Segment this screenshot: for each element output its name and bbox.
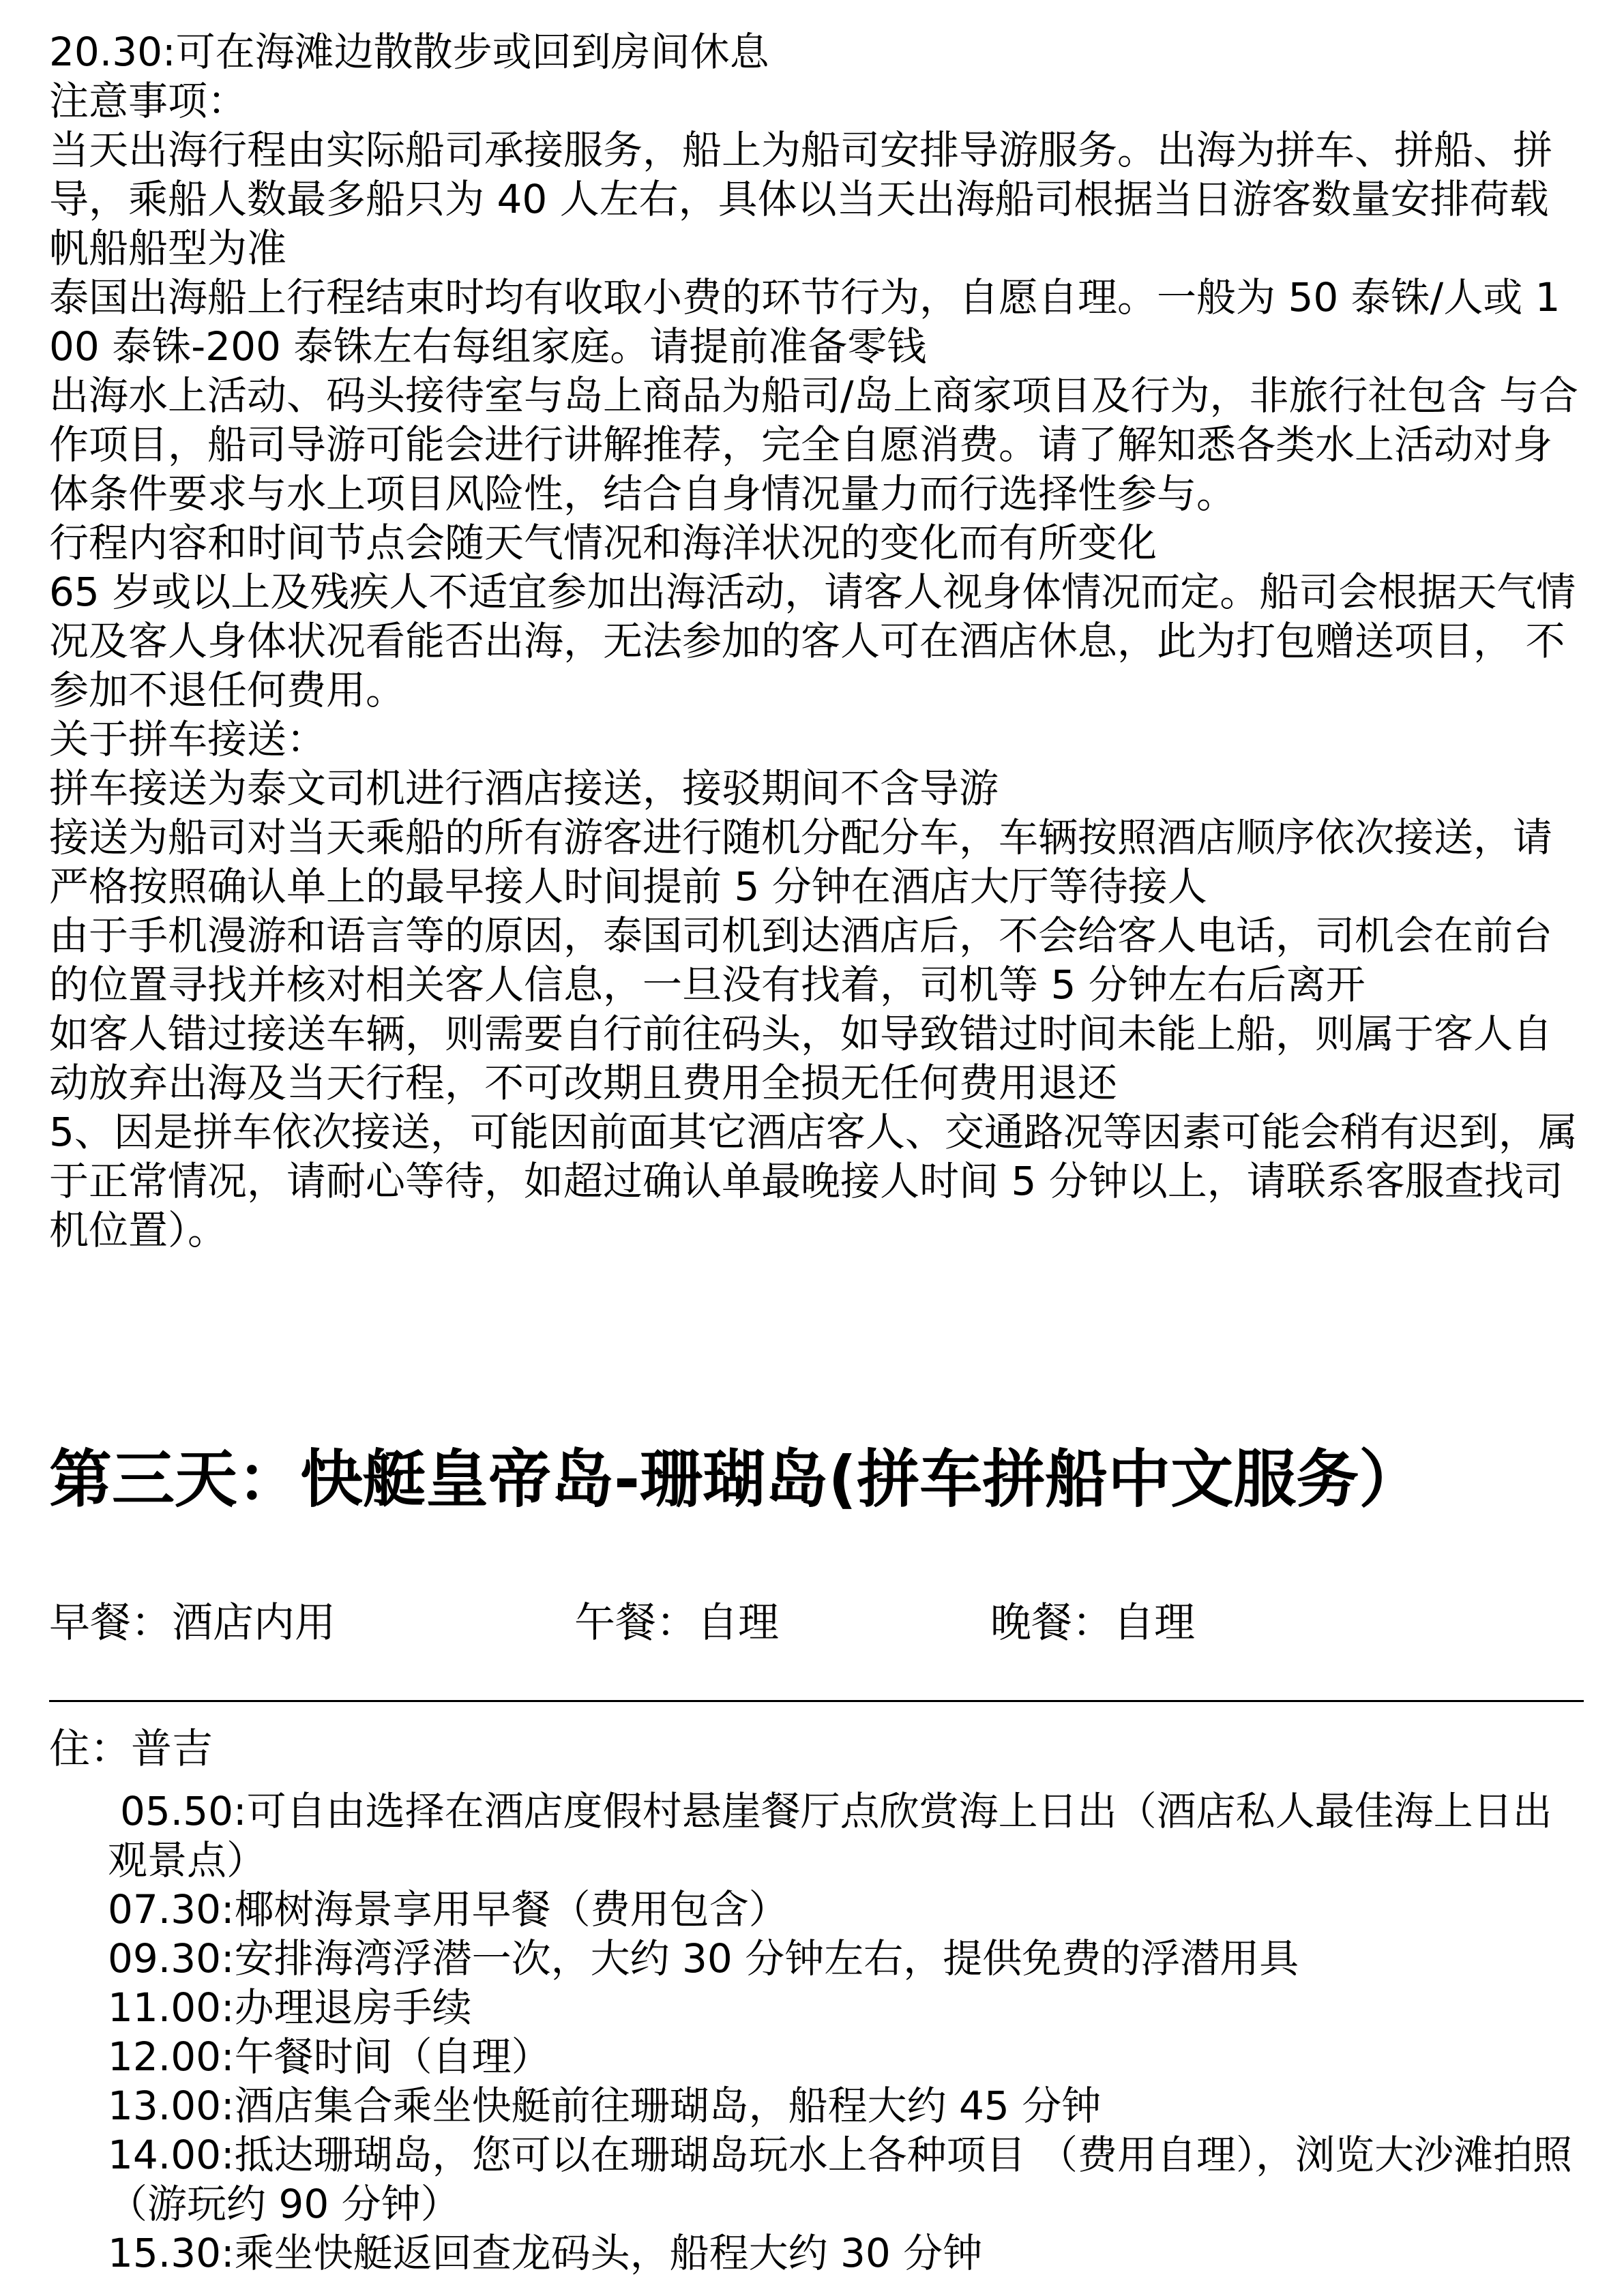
meal-lunch: 午餐：自理: [574, 1599, 779, 1647]
accommodation: 住：普吉: [49, 1725, 213, 1773]
meals-row: [49, 1596, 1584, 1650]
note-age-restriction: 65 岁或以上及残疾人不适宜参加出海活动，请客人视身体情况而定。船司会根据天气情况及客人身体状况看能否出海，无法参加的客人可在酒店休息，此为打包赠送项目， 不参加不退任何费用。: [49, 569, 1576, 713]
itinerary-item: 14.00:抵达珊瑚岛，您可以在珊瑚岛玩水上各种项目 （费用自理），浏览大沙滩拍照（游玩约 90 分钟）: [108, 2132, 1573, 2227]
itinerary-item: 13.00:酒店集合乘坐快艇前往珊瑚岛，船程大约 45 分钟: [108, 2083, 1102, 2129]
meal-dinner: 晚餐：自理: [990, 1599, 1195, 1647]
pickup-note-missed: 如客人错过接送车辆，则需要自行前往码头，如导致错过时间未能上船，则属于客人自动放弃出海及当天行程，不可改期且费用全损无任何费用退还: [49, 1011, 1553, 1106]
pickup-title: 关于拼车接送：: [49, 716, 327, 762]
pickup-note-allocation: 接送为船司对当天乘船的所有游客进行随机分配分车，车辆按照酒店顺序依次接送，请严格按照确认单上的最早接人时间提前 5 分钟在酒店大厅等待接人: [49, 814, 1553, 910]
pickup-note-delay: 5、因是拼车依次接送，可能因前面其它酒店客人、交通路况等因素可能会稍有迟到，属于正常情况，请耐心等待，如超过确认单最晚接人时间 5 分钟以上，请联系客服查找司机位置）。: [49, 1109, 1578, 1253]
note-tipping: 泰国出海船上行程结束时均有收取小费的环节行为，自愿自理。一般为 50 泰铢/人或 100 泰铢-200 泰铢左右每组家庭。请提前准备零钱: [49, 274, 1561, 370]
meal-breakfast: 早餐：酒店内用: [49, 1599, 336, 1647]
note-boat-service: 当天出海行程由实际船司承接服务，船上为船司安排导游服务。出海为拼车、拼船、拼导，乘船人数最多船只为 40 人左右，具体以当天出海船司根据当日游客数量安排荷载帆船船型为准: [49, 127, 1553, 271]
pickup-note-roaming: 由于手机漫游和语言等的原因，泰国司机到达酒店后，不会给客人电话，司机会在前台的位置寻找并核对相关客人信息，一旦没有找着，司机等 5 分钟左右后离开: [49, 912, 1553, 1008]
pickup-note-driver: 拼车接送为泰文司机进行酒店接送，接驳期间不含导游: [49, 765, 999, 811]
itinerary-item: 11.00:办理退房手续: [108, 1984, 472, 2031]
day3-heading: 第三天：快艇皇帝岛-珊瑚岛(拼车拼船中文服务）: [49, 1443, 1422, 1516]
section-divider: [49, 1700, 1584, 1702]
note-weather: 行程内容和时间节点会随天气情况和海洋状况的变化而有所变化: [49, 520, 1157, 566]
notes-section: [49, 27, 1584, 1255]
schedule-line-2030: 20.30:可在海滩边散散步或回到房间休息: [49, 29, 769, 75]
itinerary-item: 09.30:安排海湾浮潜一次，大约 30 分钟左右，提供免费的浮潜用具: [108, 1935, 1299, 1982]
notes-title: 注意事项：: [49, 78, 248, 124]
itinerary-item: 07.30:椰树海景享用早餐（费用包含）: [108, 1886, 788, 1933]
day3-itinerary: [108, 1787, 1588, 2278]
note-water-activities: 出海水上活动、码头接待室与岛上商品为船司/岛上商家项目及行为，非旅行社包含 与合作项目，船司导游可能会进行讲解推荐，完全自愿消费。请了解知悉各类水上活动对身体条件要求与水上项目风险性，结合自身情况量力而行选择性参与。: [49, 372, 1578, 517]
itinerary-item: 12.00:午餐时间（自理）: [108, 2033, 551, 2080]
itinerary-item: 05.50:可自由选择在酒店度假村悬崖餐厅点欣赏海上日出（酒店私人最佳海上日出观景点）: [108, 1788, 1552, 1883]
itinerary-item: 15.30:乘坐快艇返回查龙码头，船程大约 30 分钟: [108, 2230, 983, 2276]
